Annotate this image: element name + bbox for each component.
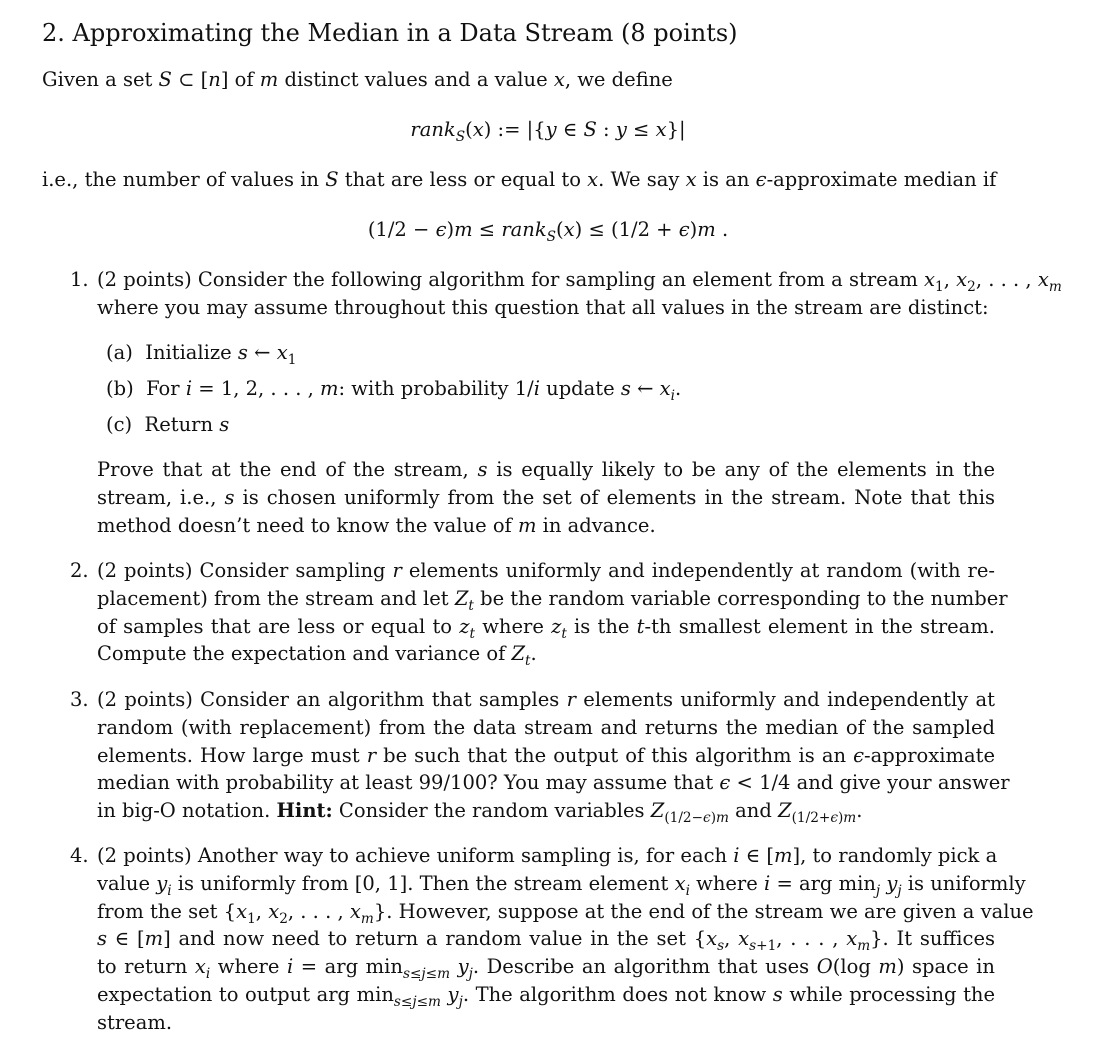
intro-given: Given a set S ⊂ [n] of m distinct values and a value x, we define — [42, 68, 673, 91]
median-inequality: (1/2 − ϵ)m ≤ rank$_S$(x) ≤ (1/2 + ϵ)m . — [367, 218, 729, 245]
q2-line-4: Compute the expectation and variance of $Z_t$. — [97, 642, 537, 670]
q2-number: 2. — [70, 559, 89, 582]
q4-text — [97, 844, 1034, 1039]
q3-number: 3. — [70, 688, 89, 711]
q1-prove-line-1: Prove that at the end of the stream, s is equally likely to be any of the elements in the — [97, 458, 995, 481]
q1-prove-line-2: stream, i.e., s is chosen uniformly from the set of elements in the stream. Note that this — [97, 485, 995, 509]
q3-line-2: random (with replacement) from the data stream and returns the median of the sampled — [97, 715, 995, 739]
q4-number: 4. — [70, 844, 89, 867]
q1-step-c: (c) Return s — [106, 413, 230, 436]
q4-line-4: s ∈ [m] and now need to return a random value in the set {$x_s$, $x_{s+1}$, . . . , $x_m$}. It suffices — [97, 927, 995, 955]
intro-ie: i.e., the number of values in S that are less or equal to x. We say x is an ϵ-approximate median if — [42, 168, 997, 191]
q2-line-1: (2 points) Consider sampling r elements uniformly and independently at random (with re- — [97, 559, 995, 582]
q2-line-3: of samples that are less or equal to $z_t$ where $z_t$ is the t-th smallest element in the stream. — [97, 614, 995, 642]
q3-line-3: elements. How large must r be such that the output of this algorithm is an ϵ-approximate — [97, 743, 995, 767]
rank-definition: rank$_S$(x) := |{y ∈ S : y ≤ x}| — [410, 118, 686, 145]
q4-line-2: value $y_i$ is uniformly from [0, 1]. Then the stream element $x_i$ where i = arg $\min_j y_j$ is uniformly — [97, 871, 1026, 899]
q1-step-a: (a) Initialize s ← $x_1$ — [106, 341, 297, 368]
q4-line-5: to return $x_i$ where i = arg $\min_{s\le j\le m} y_j$. Describe an algorithm that uses O(log m) space in — [97, 955, 995, 983]
q3-line-5: in big-O notation. Hint: Consider the random variables $Z_{(1/2-\epsilon)m}$ and $Z_{(1/2+\epsilon)m}$. — [97, 799, 863, 827]
q4-line-3: from the set {$x_1$, $x_2$, . . . , $x_m$}. However, suppose at the end of the stream we are given a value — [97, 899, 1034, 927]
section-title: 2. Approximating the Median in a Data Stream (8 points) — [42, 19, 738, 47]
q1-prove-line-3: method doesn’t need to know the value of m in advance. — [97, 513, 656, 537]
q1-number: 1. — [70, 268, 89, 291]
q4-line-6: expectation to output arg $\min_{s\le j\le m} y_j$. The algorithm does not know s while processing the — [97, 982, 996, 1010]
q2-text — [97, 559, 1008, 670]
q2-line-2: placement) from the stream and let $Z_t$ be the random variable corresponding to the number — [97, 586, 1008, 614]
q1-line-2: where you may assume throughout this question that all values in the stream are distinct: — [97, 295, 989, 319]
q3-line-1: (2 points) Consider an algorithm that samples r elements uniformly and independently at — [97, 688, 995, 711]
q4-line-7: stream. — [97, 1010, 173, 1034]
q1-step-b: (b) For i = 1, 2, . . . , m: with probability 1/i update s ← $x_i$. — [106, 377, 682, 404]
q1-line-1: (2 points) Consider the following algorithm for sampling an element from a stream $x_1$, $x_2$, . . . , $x_m$ — [97, 268, 1062, 295]
q1-text — [97, 268, 1062, 324]
q4-line-1: (2 points) Another way to achieve uniform sampling is, for each i ∈ [m], to randomly pick a — [97, 844, 998, 867]
q3-text — [97, 688, 1010, 827]
q3-line-4: median with probability at least 99/100? You may assume that ϵ < 1/4 and give your answer — [97, 771, 1010, 795]
q1-prove — [97, 458, 995, 541]
